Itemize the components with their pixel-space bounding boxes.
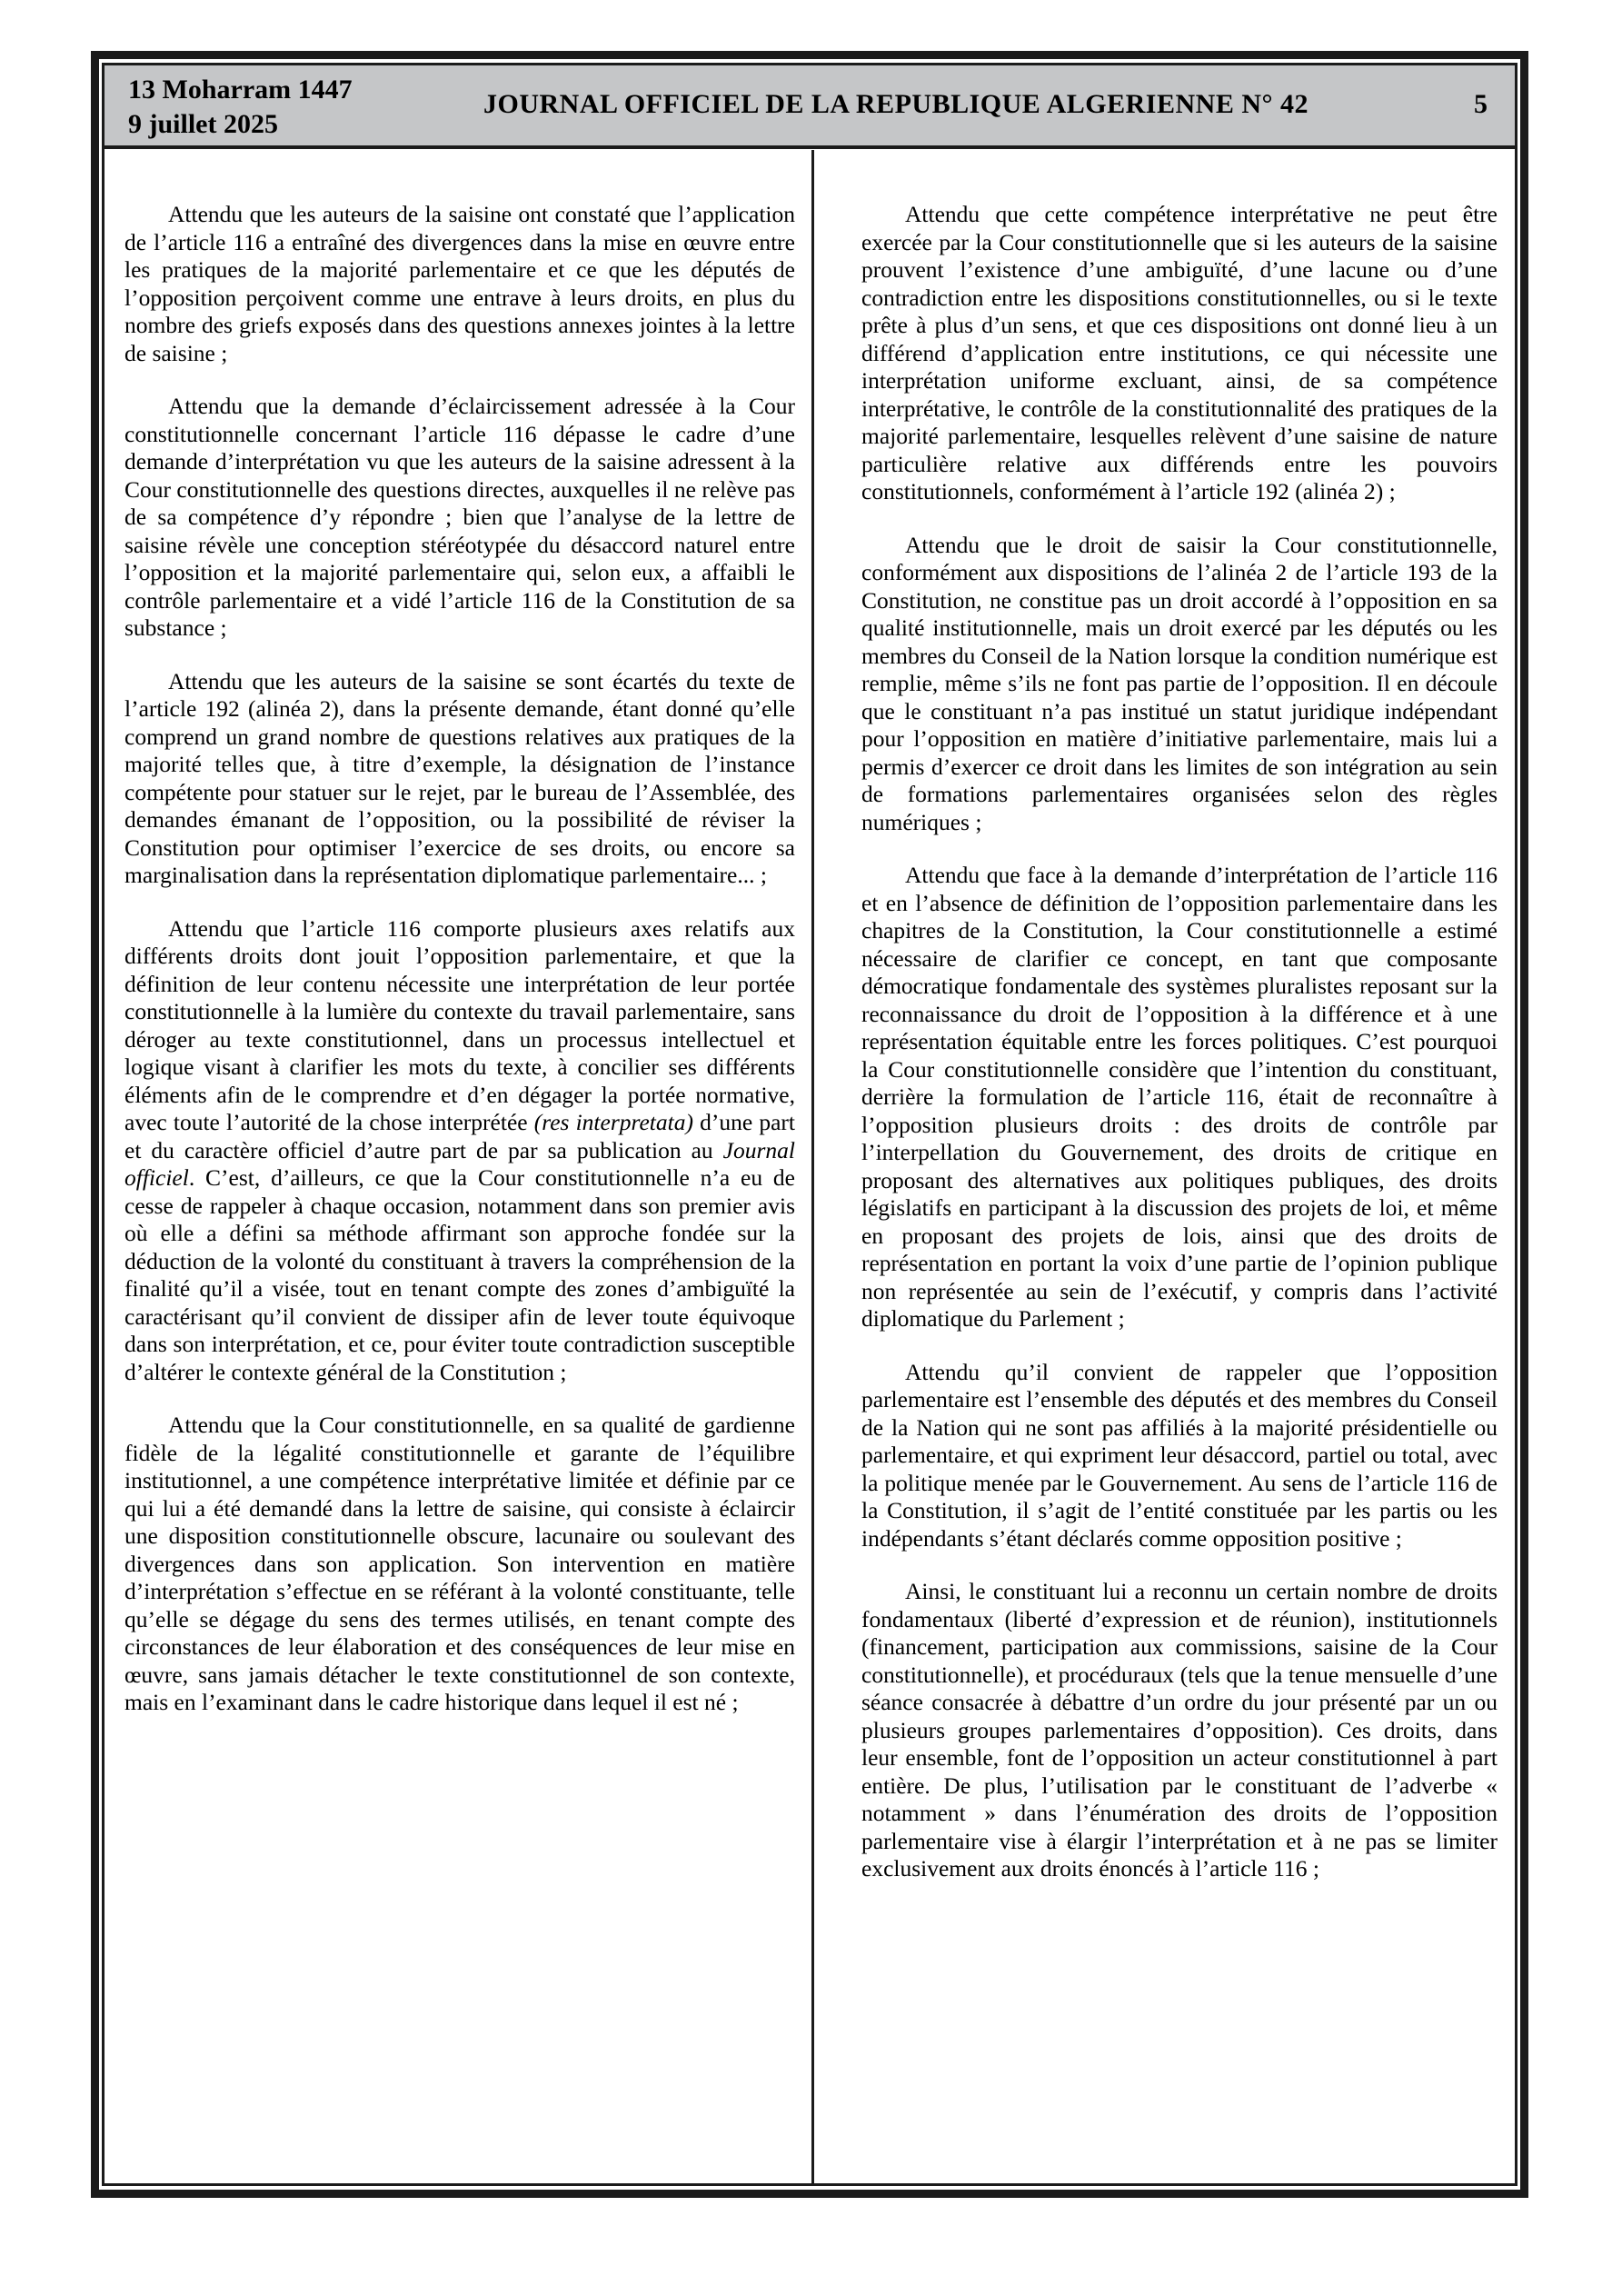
- text-run: Journal officiel: [124, 1136, 795, 1191]
- text-run: d’une part et du caractère officiel d’autre part de par sa publication au: [124, 1109, 795, 1163]
- paragraph: [124, 668, 795, 890]
- text-run: Attendu que l’article 116 comporte plusieurs axes relatifs aux différents droits dont jouit l’opposition parlementaire, et que la définition de leur contenu nécessite une interprétation de leur portée constitutionnelle à la lumière du contexte du travail parlementaire, sans déroger au texte constitutionnel, dans un processus intellectuel et logique visant à clarifier les mots du texte, à concilier ses différents éléments afin de le comprendre et d’en dégager la portée normative, avec toute l’autorité de la chose interprétée: [124, 914, 795, 1135]
- text-run: Attendu que face à la demande d’interprétation de l’article 116 et en l’absence de définition de l’opposition parlementaire dans les chapitres de la Constitution, la Cour constitutionnelle a estimé nécessaire de clarifier ce concept, en tant que composante démocratique fondamentale des systèmes pluralistes reposant sur la reconnaissance du droit de l’opposition à la différence et à une représentation équitable entre les forces politiques. C’est pourquoi la Cour constitutionnelle considère que l’intention du constituant, derrière la formulation de l’article 116, était de reconnaître à l’opposition plusieurs droits : des droits de contrôle par l’interpellation du Gouvernement, des droits de critique en proposant des alternatives aux politiques publiques, des droits législatifs en participant à la discussion des projets de loi, et même en proposant des projets de lois, ainsi que des droits de représentation en portant la voix d’une partie de l’opinion publique non représentée au sein de l’exécutif, y compris dans l’activité diplomatique du Parlement ;: [861, 862, 1498, 1332]
- paragraph: [124, 393, 795, 643]
- text-run: (res interpretata): [533, 1109, 693, 1135]
- text-run: Attendu que le droit de saisir la Cour constitutionnelle, conformément aux dispositions de l’alinéa 2 de l’article 193 de la Constitution, ne constitue pas un droit accordé à l’opposition en sa qualité institutionnelle, mais un droit exercé par les députés ou les membres du Conseil de la Nation lorsque la condition numérique est remplie, même s’ils ne font pas partie de l’opposition. Il en découle que le constituant n’a pas institué un statut juridique indépendant pour l’opposition en matière d’initiative parlementaire, mais lui a permis d’exercer ce droit dans les limites de son intégration au sein de formations parlementaires organisées selon des règles numériques ;: [861, 531, 1498, 835]
- column-right: [861, 150, 1498, 1909]
- page-number: 5: [1474, 89, 1488, 119]
- column-left: [124, 150, 795, 1742]
- text-run: Attendu que la demande d’éclaircissement adressée à la Cour constitutionnelle concernant l’article 116 dépasse le cadre d’une demande d’interprétation vu que les auteurs de la saisine adressent à la Cour constitutionnelle des questions directes, auxquelles il ne relève pas de sa compétence d’y répondre ; bien que l’analyse de la lettre de saisine révèle une conception stéréotypée du désaccord naturel entre l’opposition et la majorité parlementaire qui, selon eux, a affaibli le contrôle parlementaire et a vidé l’article 116 de la Constitution de sa substance ;: [124, 393, 795, 641]
- date-hijri: 13 Moharram 1447: [128, 75, 353, 105]
- text-run: Attendu que les auteurs de la saisine ont constaté que l’application de l’article 116 a entraîné des divergences dans la mise en œuvre entre les pratiques de la majorité parlementaire et ce que les députés de l’opposition perçoivent comme une entrave à leurs droits, en plus du nombre des griefs exposés dans des questions annexes jointes à la lettre de saisine ;: [124, 201, 795, 366]
- paragraph: [861, 532, 1498, 837]
- text-run: Attendu que cette compétence interprétative ne peut être exercée par la Cour constitutionnelle que si les auteurs de la saisine prouvent l’existence d’une ambiguïté, d’une lacune ou d’une contradiction entre les dispositions constitutionnelles, ou si le texte prête à plus d’un sens, et que ces dispositions ont donné lieu à un différend d’application entre institutions, ce qui nécessite une interprétation uniforme excluant, ainsi, de sa compétence interprétative, le contrôle de la constitutionnalité des pratiques de la majorité parlementaire, lesquelles relèvent d’une saisine de nature particulière relative aux différends entre les pouvoirs constitutionnels, conformément à l’article 192 (alinéa 2) ;: [861, 201, 1498, 504]
- paragraph: [124, 201, 795, 367]
- date-gregorian: 9 juillet 2025: [128, 109, 278, 139]
- journal-title: JOURNAL OFFICIEL DE LA REPUBLIQUE ALGERIENNE N° 42: [483, 89, 1309, 119]
- paragraph: [124, 1412, 795, 1717]
- paragraph: [861, 1578, 1498, 1883]
- paragraph: [861, 862, 1498, 1333]
- text-run: Attendu que la Cour constitutionnelle, en sa qualité de gardienne fidèle de la légalité constitutionnelle et garante de l’équilibre institutionnel, a une compétence interprétative limitée et définie par ce qui lui a été demandé dans la lettre de saisine, qui consiste à éclaircir une disposition constitutionnelle obscure, lacunaire ou soulevant des divergences dans son application. Son intervention en matière d’interprétation s’effectue en se référant à la volonté constituante, telle qu’elle se dégage du sens des termes utilisés, en tenant compte des circonstances de leur élaboration et des conséquences de leur mise en œuvre, sans jamais détacher le texte constitutionnel de son contexte, mais en l’examinant dans le cadre historique dans lequel il est né ;: [124, 1412, 795, 1715]
- text-run: Attendu que les auteurs de la saisine se sont écartés du texte de l’article 192 (alinéa 2), dans la présente demande, étant donné qu’elle comprend un grand nombre de questions relatives aux pratiques de la majorité telles que, à titre d’exemple, la désignation de l’instance compétente pour statuer sur le rejet, par le bureau de l’Assemblée, des demandes émanant de l’opposition, ou la possibilité de réviser la Constitution pour optimiser l’exercice de ses droits, ou encore sa marginalisation dans la représentation diplomatique parlementaire... ;: [124, 667, 795, 888]
- column-divider: [811, 150, 814, 2183]
- paragraph: [861, 201, 1498, 506]
- text-run: Ainsi, le constituant lui a reconnu un certain nombre de droits fondamentaux (liberté d’expression et de réunion), institutionnels (financement, participation aux commissions, saisine de la Cour constitutionnelle), et procéduraux (tels que la tenue mensuelle d’une séance consacrée à débattre d’un ordre du jour présenté par un ou plusieurs groupes parlementaires d’opposition). Ces droits, dans leur ensemble, font de l’opposition un acteur constitutionnel à part entière. De plus, l’utilisation par le constituant de l’adverbe « notamment » dans l’énumération des droits de l’opposition parlementaire vise à élargir l’interprétation et à ne pas se limiter exclusivement aux droits énoncés à l’article 116 ;: [861, 1578, 1498, 1882]
- text-run: . C’est, d’ailleurs, ce que la Cour constitutionnelle n’a eu de cesse de rappeler à chaque occasion, notamment dans son premier avis où elle a défini sa méthode affirmant son approche fondée sur la déduction de la volonté du constituant à travers la compréhension de la finalité qu’il a visée, tout en tenant compte des zones d’ambiguïté la caractérisant qu’il convient de dissiper afin de lever toute équivoque dans son interprétation, et ce, pour éviter toute contradiction susceptible d’altérer le contexte général de la Constitution ;: [124, 1164, 795, 1385]
- paragraph: [124, 915, 795, 1387]
- paragraph: [861, 1359, 1498, 1553]
- text-run: Attendu qu’il convient de rappeler que l’opposition parlementaire est l’ensemble des députés et des membres du Conseil de la Nation qui ne sont pas affiliés à la majorité présidentielle ou parlementaire, et qui expriment leur désaccord, partiel ou total, avec la politique menée par le Gouvernement. Au sens de l’article 116 de la Constitution, il s’agit de l’entité constituée par les partis ou les indépendants s’étant déclarés comme opposition positive ;: [861, 1358, 1498, 1552]
- header-band: [104, 65, 1515, 149]
